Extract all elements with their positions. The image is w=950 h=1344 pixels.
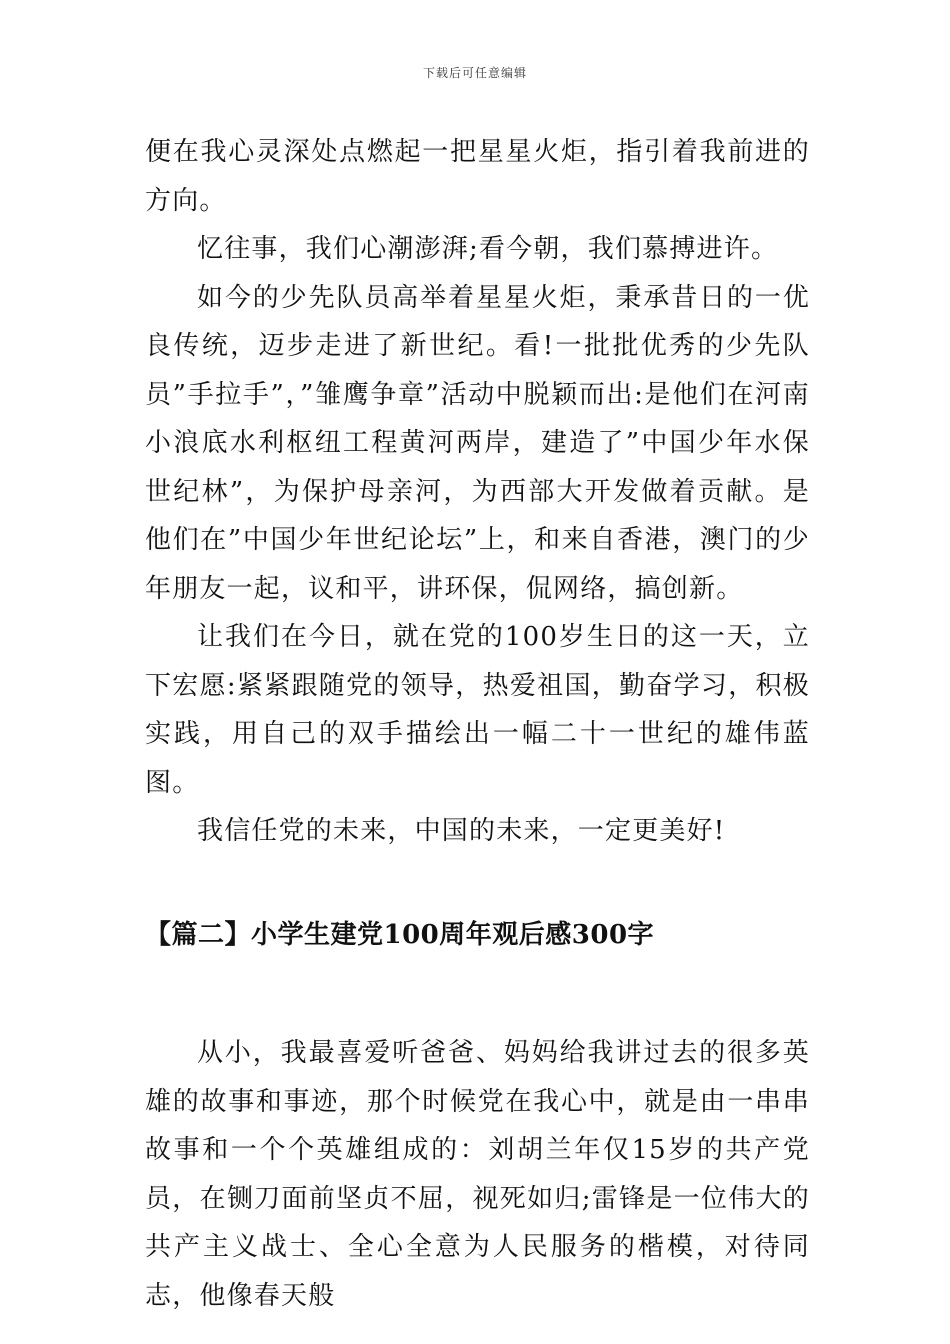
section-heading: 【篇二】小学生建党100周年观后感300字: [145, 919, 655, 950]
paragraph: 如今的少先队员高举着星星火炬，秉承昔日的一优良传统，迈步走进了新世纪。看!一批批优秀的少先队员”手拉手”，”雏鹰争章”活动中脱颖而出:是他们在河南小浪底水利枢纽工程黄河两岸，建造了”中国少年水保世纪林”，为保护母亲河，为西部大开发做着贡献。是他们在”中国少年世纪论坛”上，和来自香港，澳门的少年朋友一起，议和平，讲环保，侃网络，搞创新。: [145, 282, 810, 604]
paragraph: 从小，我最喜爱听爸爸、妈妈给我讲过去的很多英雄的故事和事迹，那个时候党在我心中，就是由一串串故事和一个个英雄组成的：刘胡兰年仅15岁的共产党员，在铡刀面前坚贞不屈，视死如归;雷锋是一位伟大的共产主义战士、全心全意为人民服务的楷模，对待同志，他像春天般: [145, 1038, 810, 1311]
page-header-note: 下载后可任意编辑: [422, 66, 527, 80]
paragraph: 让我们在今日，就在党的100岁生日的这一天，立下宏愿:紧紧跟随党的领导，热爱祖国，勤奋学习，积极实践，用自己的双手描绘出一幅二十一世纪的雄伟蓝图。: [145, 622, 810, 798]
spacer: [145, 856, 810, 911]
paragraph: 我信任党的未来，中国的未来，一定更美好!: [197, 816, 726, 846]
paragraph: 忆往事，我们心潮澎湃;看今朝，我们慕搏进许。: [197, 234, 779, 264]
spacer: [145, 959, 810, 1029]
document-body: [145, 128, 810, 1320]
paragraph-continuation: 便在我心灵深处点燃起一把星星火炬，指引着我前进的方向。: [145, 137, 810, 216]
